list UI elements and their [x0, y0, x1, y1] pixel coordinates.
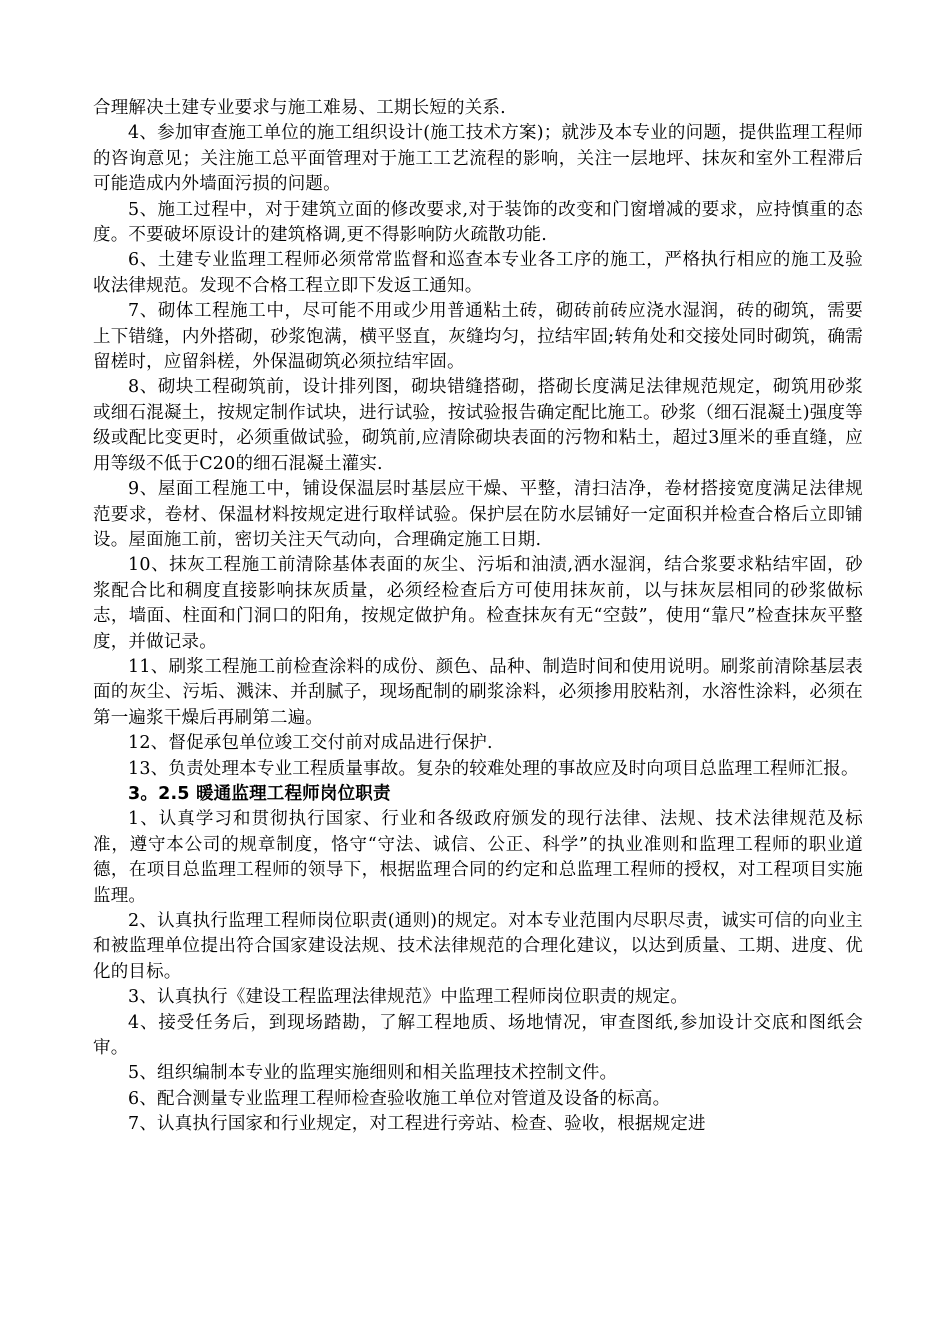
paragraph-item-8: 8、砌块工程砌筑前，设计排列图，砌块错缝搭砌，搭砌长度满足法律规范规定，砌筑用砂浆或细石混凝土，按规定制作试块，进行试验，按试验报告确定配比施工。砂浆（细石混凝土)强度等级或配比变更时，必须重做试验，砌筑前,应清除砌块表面的污物和粘土，超过3厘米的垂直缝，应用等级不低于C20的细石混凝土灌实.: [93, 377, 863, 474]
paragraph-item-9: 9、屋面工程施工中，铺设保温层时基层应干燥、平整，清扫洁净，卷材搭接宽度满足法律规范要求，卷材、保温材料按规定进行取样试验。保护层在防水层铺好一定面积并检查合格后立即铺设。屋面施工前，密切关注天气动向，合理确定施工日期.: [93, 479, 863, 550]
duty-item-4: 4、接受任务后，到现场踏勘，了解工程地质、场地情况，审查图纸,参加设计交底和图纸会审。: [93, 1012, 863, 1059]
paragraph-item-10: 10、抹灰工程施工前清除基体表面的灰尘、污垢和油渍,洒水湿润，结合浆要求粘结牢固，砂浆配合比和稠度直接影响抹灰质量，必须经检查后方可使用抹灰前，以与抹灰层相同的砂浆做标志，墙面、柱面和门洞口的阳角，按规定做护角。检查抹灰有无“空鼓”，使用“靠尺”检查抹灰平整度，并做记录。: [93, 555, 863, 652]
paragraph-item-13: 13、负责处理本专业工程质量事故。复杂的较难处理的事故应及时向项目总监理工程师汇报。: [128, 758, 859, 779]
paragraph-item-6: 6、土建专业监理工程师必须常常监督和巡查本专业各工序的施工，严格执行相应的施工及验收法律规范。发现不合格工程立即下发返工通知。: [93, 250, 863, 296]
paragraph-item-5: 5、施工过程中，对于建筑立面的修改要求,对于装饰的改变和门窗增减的要求，应持慎重的态度。不要破坏原设计的建筑格调,更不得影响防火疏散功能.: [93, 199, 863, 246]
paragraph-item-4: 4、参加审查施工单位的施工组织设计(施工技术方案)；就涉及本专业的问题，提供监理工程师的咨询意见；关注施工总平面管理对于施工工艺流程的影响，关注一层地坪、抹灰和室外工程滞后可能造成内外墙面污损的问题。: [93, 123, 863, 195]
paragraph-continuation: 合理解决土建专业要求与施工难易、工期长短的关系.: [93, 98, 506, 118]
duty-item-6: 6、配合测量专业监理工程师检查验收施工单位对管道及设备的标高。: [128, 1088, 671, 1109]
duty-item-2: 2、认真执行监理工程师岗位职责(通则)的规定。对本专业范围内尽职尽责，诚实可信的向业主和被监理单位提出符合国家建设法规、技术法律规范的合理化建议，以达到质量、工期、进度、优化的目标。: [93, 911, 863, 982]
paragraph-item-12: 12、督促承包单位竣工交付前对成品进行保护.: [128, 733, 493, 754]
duty-item-3: 3、认真执行《建设工程监理法律规范》中监理工程师岗位职责的规定。: [128, 987, 689, 1008]
section-heading: 3。2.5 暖通监理工程师岗位职责: [128, 783, 391, 804]
paragraph-item-7: 7、砌体工程施工中，尽可能不用或少用普通粘土砖，砌砖前砖应浇水湿润，砖的砌筑，需要上下错缝，内外搭砌，砂浆饱满，横平竖直，灰缝均匀，拉结牢固;转角处和交接处同时砌筑，确需留槎时，应留斜槎，外保温砌筑必须拉结牢固。: [93, 301, 863, 373]
document-page: [93, 96, 863, 1138]
duty-item-1: 1、认真学习和贯彻执行国家、行业和各级政府颁发的现行法律、法规、技术法律规范及标准，遵守本公司的规章制度，恪守“守法、诚信、公正、科学”的执业准则和监理工程师的职业道德，在项目总监理工程师的领导下，根据监理合同的约定和总监理工程师的授权，对工程项目实施监理。: [93, 809, 863, 906]
paragraph-item-11: 11、刷浆工程施工前检查涂料的成份、颜色、品种、制造时间和使用说明。刷浆前清除基层表面的灰尘、污垢、溅沫、并刮腻子，现场配制的刷浆涂料，必须掺用胶粘剂，水溶性涂料，必须在第一遍浆干燥后再刷第二遍。: [93, 656, 863, 728]
duty-item-5: 5、组织编制本专业的监理实施细则和相关监理技术控制文件。: [128, 1063, 618, 1084]
duty-item-7: 7、认真执行国家和行业规定，对工程进行旁站、检查、验收，根据规定进: [128, 1114, 706, 1135]
